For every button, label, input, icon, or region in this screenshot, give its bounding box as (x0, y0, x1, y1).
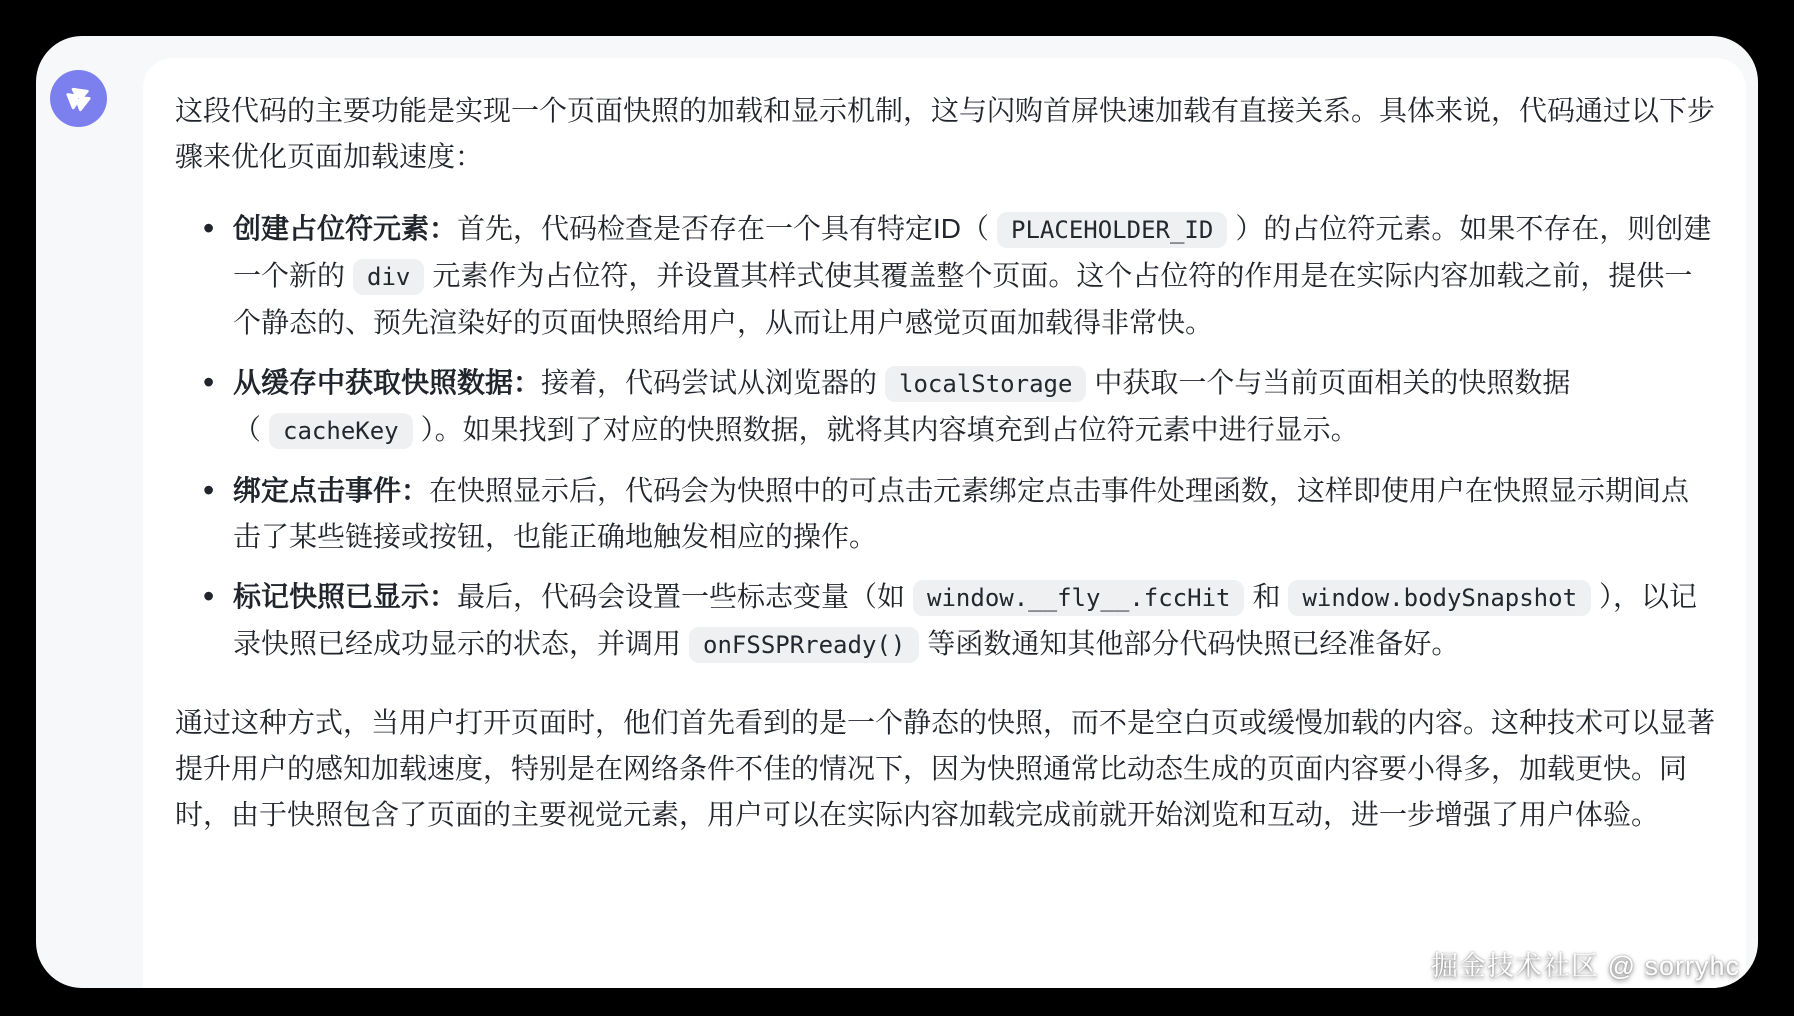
text-run: 接着，代码尝试从浏览器的 (541, 367, 878, 398)
outro-paragraph: 通过这种方式，当用户打开页面时，他们首先看到的是一个静态的快照，而不是空白页或缓慢加载的内容。这种技术可以显著提升用户的感知加载速度，特别是在网络条件不佳的情况下，因为快照通常比动态生成的页面内容要小得多，加载更快。同时，由于快照包含了页面的主要视觉元素，用户可以在实际内容加载完成前就开始浏览和互动，进一步增强了用户体验。 (175, 707, 1716, 830)
text-run: ）的占位符元素。如果不存在，则创建一个新的 (233, 213, 1712, 291)
inline-code: window.bodySnapshot (1288, 580, 1591, 616)
inline-code: onFSSPRready() (689, 627, 919, 663)
inline-code: div (353, 259, 424, 295)
list-item-create-placeholder (201, 206, 1716, 346)
triple-knot-logo-icon (61, 81, 96, 116)
chat-card (36, 36, 1758, 988)
list-item-bind-click-events (201, 468, 1716, 560)
inline-code: window.__fly__.fccHit (913, 580, 1244, 616)
steps-list (175, 206, 1716, 668)
text-run: ）。如果找到了对应的快照数据，就将其内容填充到占位符元素中进行显示。 (420, 414, 1359, 445)
bullet-title: 绑定点击事件： (233, 475, 430, 506)
assistant-message-bubble (143, 58, 1746, 988)
text-run: 和 (1252, 581, 1281, 612)
text-run: 元素作为占位符，并设置其样式使其覆盖整个页面。这个占位符的作用是在实际内容加载之前，提供一个静态的、预先渲染好的页面快照给用户，从而让用户感觉页面加载得非常快。 (233, 260, 1693, 338)
intro-paragraph: 这段代码的主要功能是实现一个页面快照的加载和显示机制，这与闪购首屏快速加载有直接关系。具体来说，代码通过以下步骤来优化页面加载速度： (175, 95, 1716, 172)
text-run: 中获取一个与当前页面相关的快照数据（ (233, 367, 1571, 445)
text-run: 最后，代码会设置一些标志变量（如 (457, 581, 906, 612)
text-run: 等函数通知其他部分代码快照已经准备好。 (927, 628, 1460, 659)
text-run: 首先，代码检查是否存在一个具有特定ID（ (457, 213, 990, 244)
inline-code: cacheKey (269, 413, 413, 449)
inline-code: localStorage (885, 366, 1086, 402)
bullet-title: 从缓存中获取快照数据： (233, 367, 542, 398)
text-run: 在快照显示后，代码会为快照中的可点击元素绑定点击事件处理函数，这样即使用户在快照显示期间点击了某些链接或按钮，也能正确地触发相应的操作。 (233, 475, 1690, 552)
list-item-fetch-snapshot-cache (201, 360, 1716, 454)
watermark: 掘金技术社区 @ sorryhc (1431, 951, 1740, 981)
inline-code: PLACEHOLDER_ID (997, 212, 1227, 248)
list-item-mark-snapshot-shown (201, 574, 1716, 668)
bullet-title: 创建占位符元素： (233, 213, 458, 244)
assistant-avatar (50, 70, 107, 127)
text-run: ），以记录快照已经成功显示的状态，并调用 (233, 581, 1698, 659)
bullet-title: 标记快照已显示： (233, 581, 458, 612)
